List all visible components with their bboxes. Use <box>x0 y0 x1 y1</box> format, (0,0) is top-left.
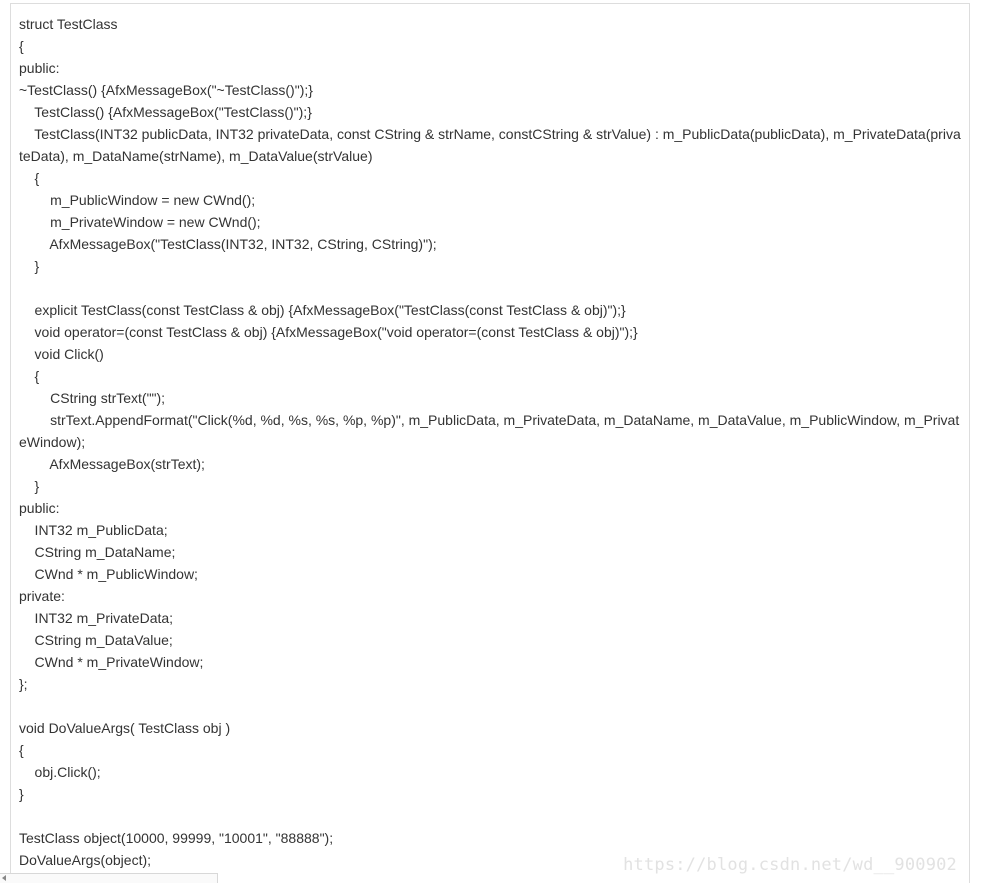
code-line: void Click() <box>19 346 104 362</box>
code-line <box>19 805 964 827</box>
watermark: https://blog.csdn.net/wd__900902 <box>623 855 957 875</box>
code-line: strText.AppendFormat("Click(%d, %d, %s, %s, %p, %p)", m_PublicData, m_PrivateData, m_DataName, m_DataValue, m_PublicWindow, m_Privat <box>19 412 960 428</box>
code-line: INT32 m_PublicData; <box>19 522 168 538</box>
code-lines <box>19 13 964 871</box>
code-line: ~TestClass() {AfxMessageBox("~TestClass()");} <box>19 82 313 98</box>
code-line: CWnd * m_PrivateWindow; <box>19 654 204 670</box>
code-line: CString m_DataValue; <box>19 632 173 648</box>
code-line: { <box>19 38 24 54</box>
code-line: m_PublicWindow = new CWnd(); <box>19 192 256 208</box>
horizontal-scrollbar[interactable] <box>0 873 218 883</box>
code-block <box>10 3 970 883</box>
code-line <box>19 277 964 299</box>
code-line: CWnd * m_PublicWindow; <box>19 566 198 582</box>
code-line <box>19 695 964 717</box>
code-line: private: <box>19 588 65 604</box>
code-line: AfxMessageBox(strText); <box>19 456 205 472</box>
code-line: DoValueArgs(object); <box>19 852 152 868</box>
code-line: } <box>19 786 24 802</box>
code-line: public: <box>19 60 60 76</box>
code-line: eWindow); <box>19 434 86 450</box>
code-line: CString m_DataName; <box>19 544 176 560</box>
code-line: } <box>19 258 40 274</box>
code-line: { <box>19 170 40 186</box>
code-line: public: <box>19 500 60 516</box>
code-line: teData), m_DataName(strName), m_DataValue(strValue) <box>19 148 373 164</box>
code-line: TestClass(INT32 publicData, INT32 privateData, const CString & strName, constCString & strValue) : m_PublicData(publicData), m_PrivateData(priva <box>19 126 961 142</box>
code-line: { <box>19 742 24 758</box>
code-line: m_PrivateWindow = new CWnd(); <box>19 214 261 230</box>
code-line: }; <box>19 676 28 692</box>
code-line: explicit TestClass(const TestClass & obj) {AfxMessageBox("TestClass(const TestClass & obj)");} <box>19 302 626 318</box>
code-line: } <box>19 478 40 494</box>
scroll-left-icon[interactable] <box>2 875 6 881</box>
code-line: obj.Click(); <box>19 764 101 780</box>
code-line: TestClass object(10000, 99999, "10001", "88888"); <box>19 830 334 846</box>
code-line: TestClass() {AfxMessageBox("TestClass()");} <box>19 104 312 120</box>
code-line: INT32 m_PrivateData; <box>19 610 174 626</box>
code-line: AfxMessageBox("TestClass(INT32, INT32, CString, CString)"); <box>19 236 437 252</box>
code-line: void operator=(const TestClass & obj) {AfxMessageBox("void operator=(const TestClass & obj)");} <box>19 324 638 340</box>
code-line: { <box>19 368 40 384</box>
code-line: CString strText(""); <box>19 390 166 406</box>
code-line: void DoValueArgs( TestClass obj ) <box>19 720 231 736</box>
code-line: struct TestClass <box>19 16 118 32</box>
